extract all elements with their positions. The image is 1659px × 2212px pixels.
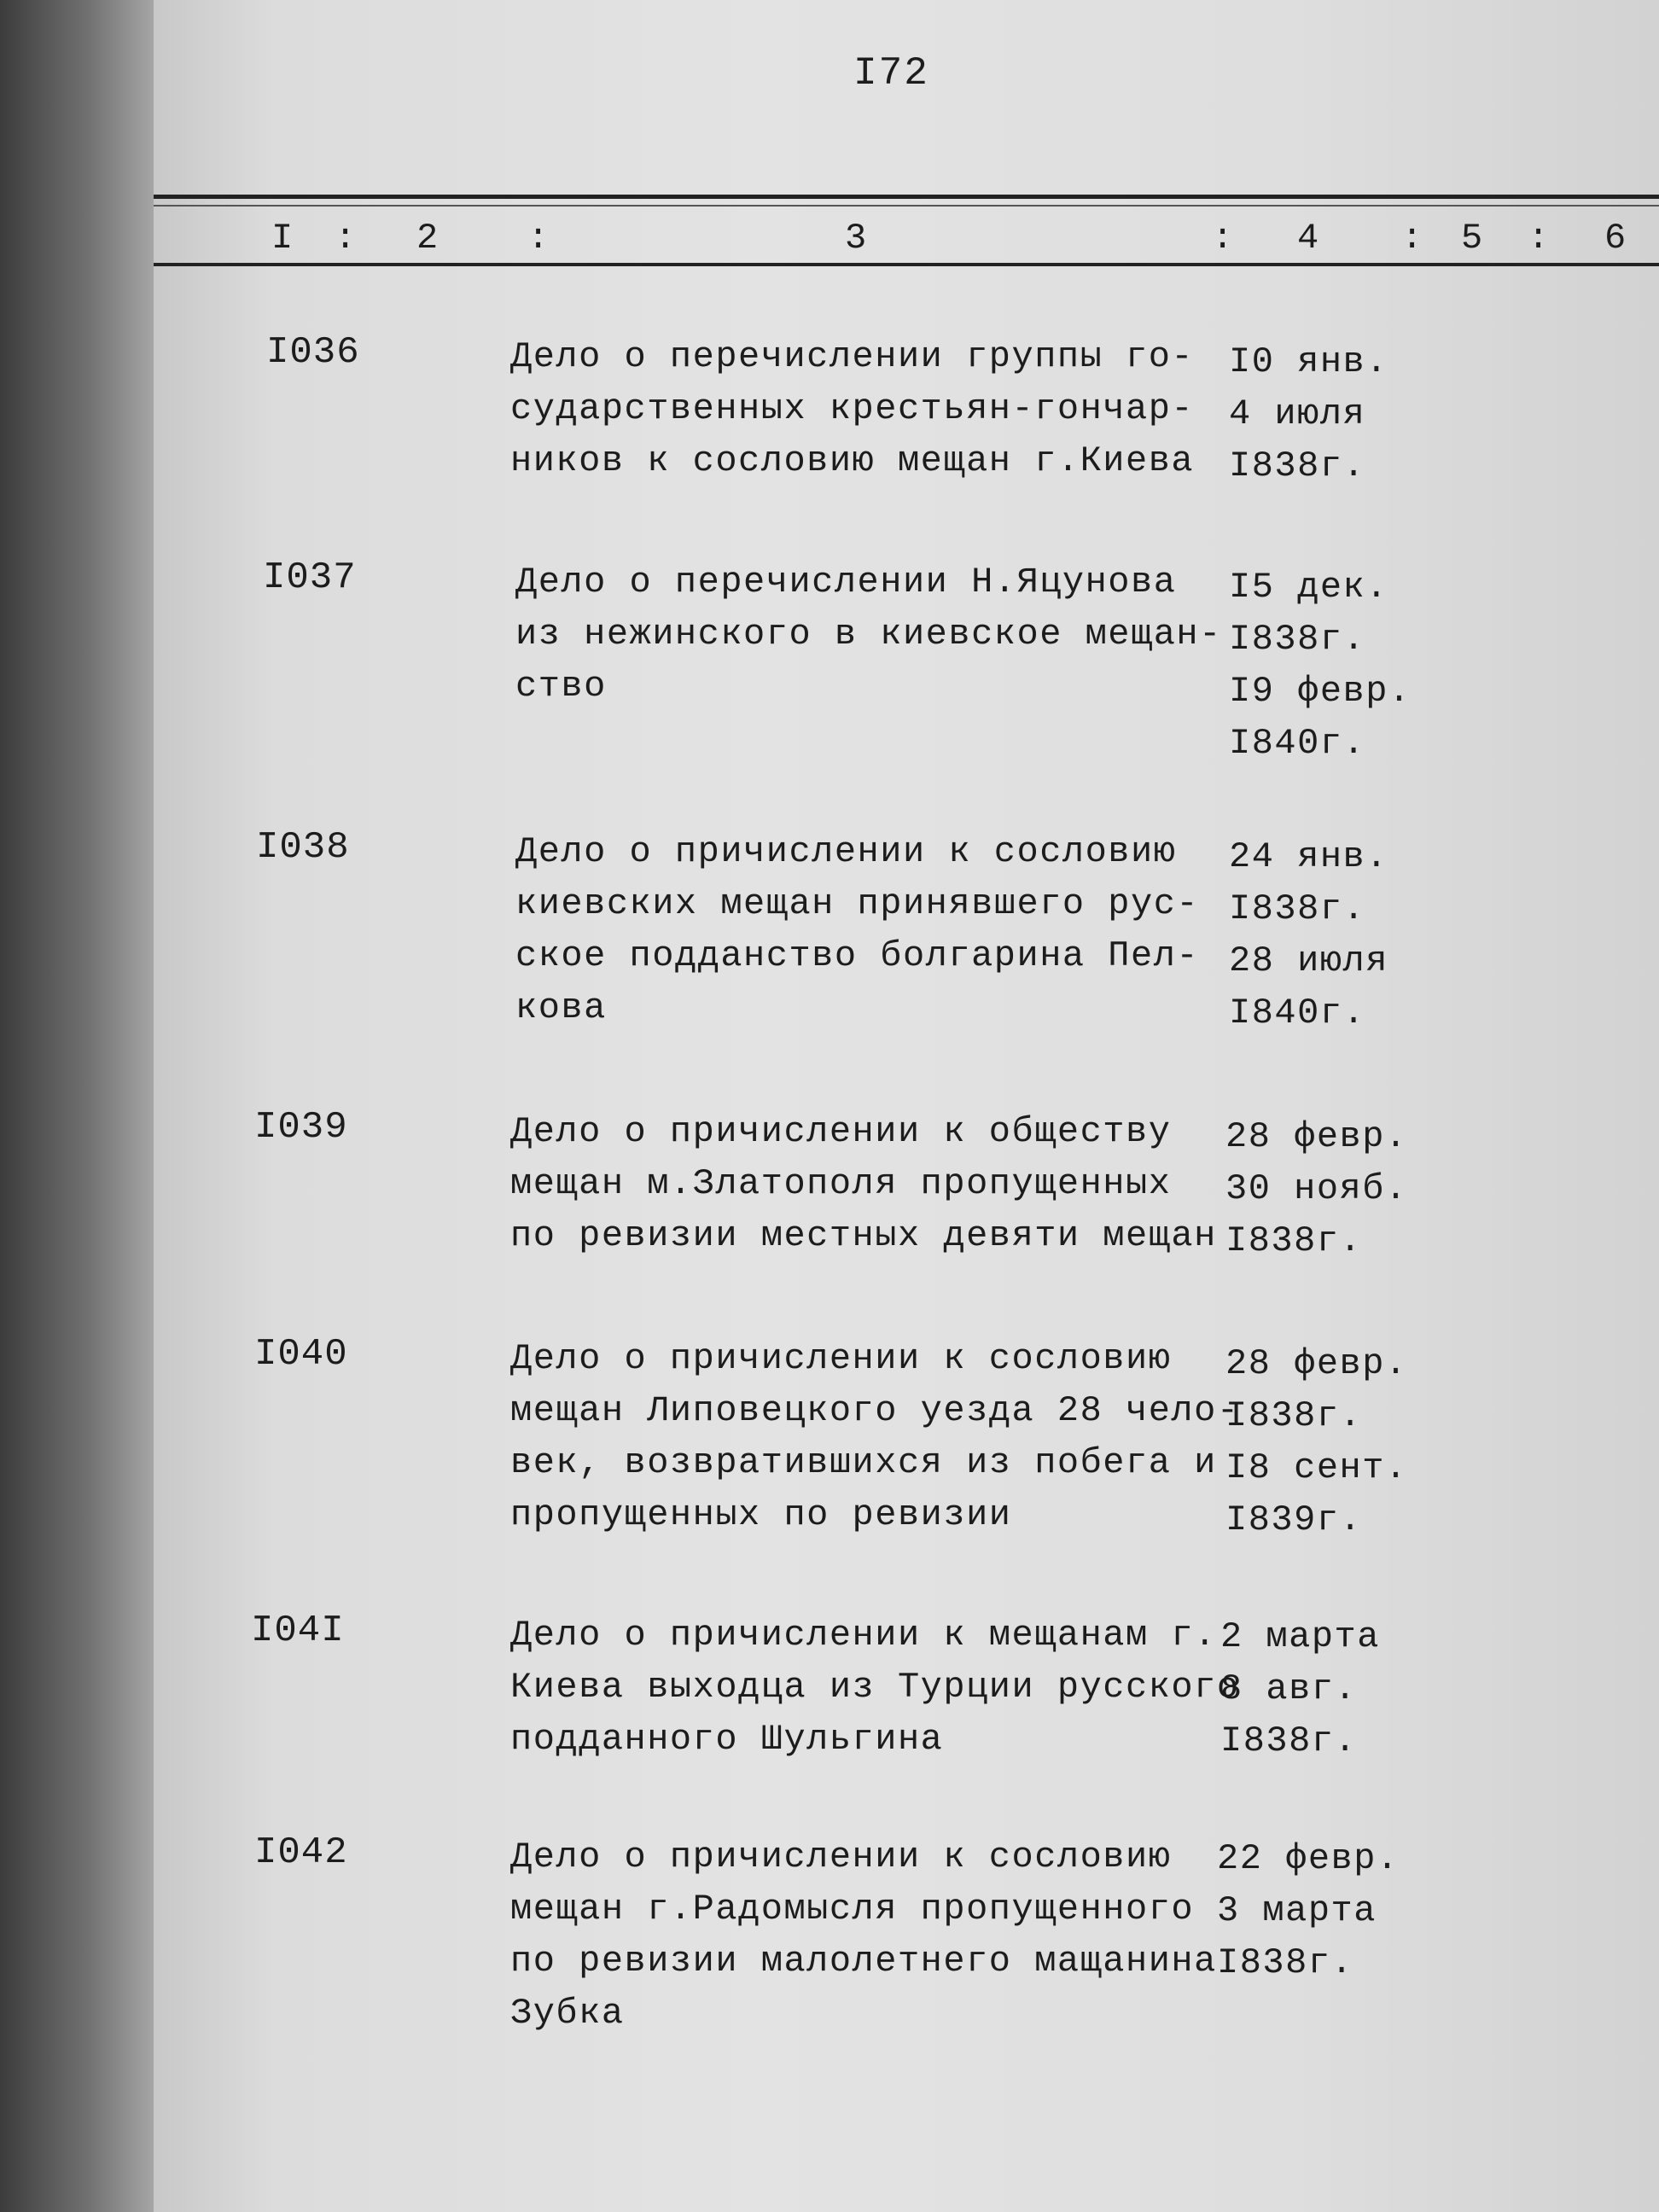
entry-dates [1225, 1111, 1408, 1267]
entry-description [510, 331, 1194, 487]
entry-date-line: I840г. [1229, 723, 1366, 764]
entry-text-line: Дело о перечислении группы го- [510, 336, 1195, 377]
entry-text-line: из нежинского в киевское мещан- [515, 614, 1222, 655]
entry-description [515, 826, 1199, 1034]
column-separator: : [527, 218, 550, 259]
entry-date-line: 2 марта [1220, 1616, 1380, 1657]
header-rule-top-thin [154, 205, 1659, 207]
entry-text-line: ство [515, 666, 607, 707]
entry-date-line: 3 марта [1217, 1890, 1377, 1931]
entry-dates [1220, 1611, 1380, 1767]
entry-number: I042 [254, 1831, 348, 1874]
entry-number: I038 [256, 826, 350, 869]
entry-number: I040 [254, 1333, 348, 1376]
entry-date-line: 28 июля [1229, 940, 1388, 981]
entry-text-line: Дело о причислении к сословию [510, 1338, 1172, 1379]
column-header-4: 4 [1297, 218, 1319, 259]
book-gutter [0, 0, 158, 2212]
entry-date-line: I838г. [1229, 888, 1366, 929]
entry-dates [1217, 1833, 1400, 1989]
entry-date-line: I838г. [1225, 1220, 1363, 1261]
entry-date-line: I838г. [1229, 445, 1366, 486]
entry-date-line: 24 янв. [1229, 836, 1388, 877]
entry-text-line: Дело о перечислении Н.Яцунова [515, 562, 1177, 602]
entry-text-line: кова [515, 987, 607, 1028]
entry-text-line: подданного Шульгина [510, 1719, 944, 1760]
header-rule-top [154, 195, 1659, 199]
entry-dates [1225, 1338, 1408, 1546]
entry-date-line: 22 февр. [1217, 1838, 1400, 1879]
entry-text-line: Киева выходца из Турции русского [510, 1667, 1240, 1708]
page-number: I72 [853, 51, 929, 96]
entry-text-line: по ревизии малолетнего мащанина [510, 1941, 1217, 1982]
entry-description [515, 556, 1222, 713]
entry-date-line: I8 сент. [1225, 1447, 1408, 1488]
entry-date-line: 28 февр. [1225, 1116, 1408, 1157]
entry-text-line: мещан Липовецкого уезда 28 чело- [510, 1390, 1240, 1431]
column-separator: : [1528, 218, 1550, 259]
entry-description [510, 1831, 1217, 2040]
entry-text-line: сударственных крестьян-гончар- [510, 388, 1195, 429]
entry-date-line: 30 нояб. [1225, 1168, 1408, 1209]
entry-date-line: I838г. [1225, 1395, 1363, 1436]
entry-dates [1229, 336, 1388, 492]
entry-date-line: I840г. [1229, 992, 1366, 1033]
entry-text-line: Дело о причислении к сословию [515, 831, 1177, 872]
entry-text-line: Дело о причислении к обществу [510, 1111, 1172, 1152]
entry-text-line: ников к сословию мещан г.Киева [510, 440, 1195, 481]
entry-text-line: мещан г.Радомысля пропущенного [510, 1889, 1195, 1930]
column-separator: : [335, 218, 357, 259]
entry-number: I04I [251, 1610, 345, 1652]
column-header-1: I [271, 218, 294, 259]
entry-date-line: I5 дек. [1229, 567, 1388, 608]
header-rule-bottom [154, 263, 1659, 266]
entry-text-line: пропущенных по ревизии [510, 1494, 1012, 1535]
entry-date-line: I838г. [1229, 619, 1366, 660]
entry-date-line: I0 янв. [1229, 341, 1388, 382]
entry-text-line: Дело о причислении к мещанам г. [510, 1615, 1217, 1656]
column-separator: : [1401, 218, 1423, 259]
entry-text-line: Зубка [510, 1993, 625, 2034]
entry-text-line: Дело о причислении к сословию [510, 1837, 1172, 1877]
entry-text-line: ское подданство болгарина Пел- [515, 935, 1200, 976]
entry-description [510, 1106, 1217, 1262]
entry-date-line: 28 февр. [1225, 1343, 1408, 1384]
entry-description [510, 1333, 1240, 1541]
column-header-5: 5 [1461, 218, 1483, 259]
entry-text-line: век, возвратившихся из побега и [510, 1442, 1217, 1483]
entry-number: I037 [263, 556, 357, 599]
entry-date-line: I838г. [1217, 1942, 1354, 1983]
column-header-6: 6 [1604, 218, 1627, 259]
entry-date-line: I838г. [1220, 1720, 1358, 1761]
entry-text-line: мещан м.Златополя пропущенных [510, 1163, 1172, 1204]
entry-date-line: I839г. [1225, 1499, 1363, 1540]
entry-dates [1229, 831, 1388, 1039]
entry-date-line: I9 февр. [1229, 671, 1412, 712]
entry-description [510, 1610, 1240, 1766]
entry-dates [1229, 562, 1412, 770]
entry-number: I036 [266, 331, 360, 374]
entry-number: I039 [254, 1106, 348, 1149]
column-header-2: 2 [416, 218, 439, 259]
column-header-3: 3 [845, 218, 867, 259]
entry-date-line: 8 авг. [1220, 1668, 1358, 1709]
entry-date-line: 4 июля [1229, 393, 1366, 434]
column-separator: : [1212, 218, 1234, 259]
entry-text-line: по ревизии местных девяти мещан [510, 1215, 1217, 1256]
entry-text-line: киевских мещан принявшего рус- [515, 883, 1200, 924]
